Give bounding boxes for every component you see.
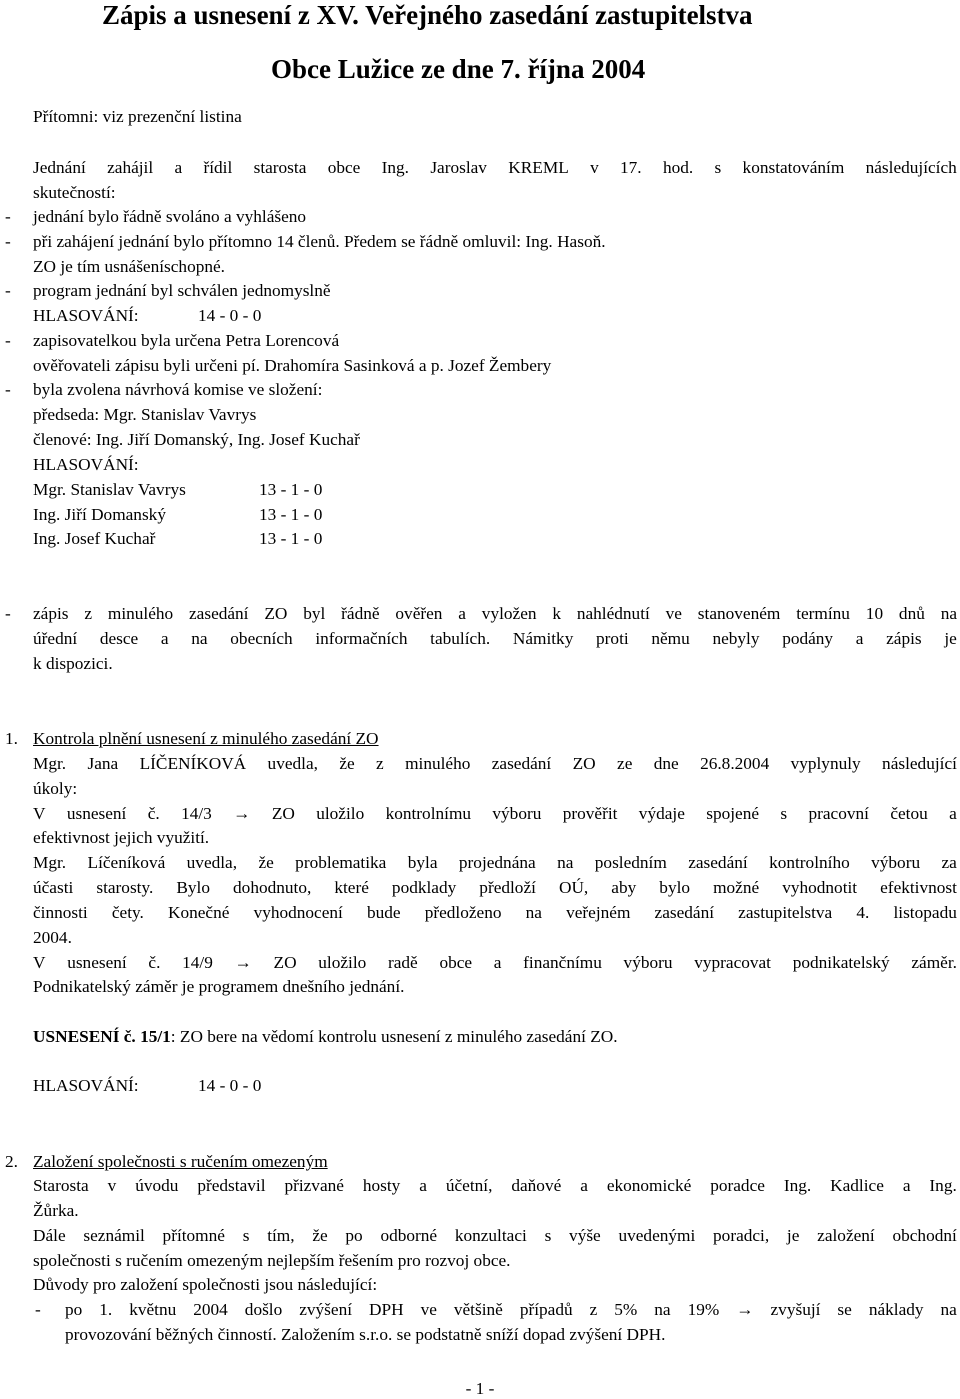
word: na [940,604,957,623]
attendance: Přítomni: viz prezenční listina [33,107,242,126]
word: minulého [405,754,471,773]
word: že [339,754,355,773]
word: hosty [362,1176,401,1195]
word: je [786,1226,800,1245]
word: bude [366,903,401,922]
word: předloženo [424,903,502,922]
word: že [312,1226,328,1245]
word: OÚ, [558,878,589,897]
word: čety. [111,903,144,922]
word: ekonomické [606,1176,692,1195]
word: ze [617,754,633,773]
word: usnesení [66,804,127,823]
word: obce [439,953,473,972]
prev-minutes-line-1 [33,605,957,622]
word: došlo [244,1300,283,1319]
word: tím, [267,1226,295,1245]
commission-vote-label: HLASOVÁNÍ: [33,455,139,474]
s2-p2-line-1 [33,1227,957,1244]
word: ve [665,604,682,623]
word: v [107,1176,117,1195]
word: za [941,853,957,872]
word: že [258,853,274,872]
s1-p2-line-1 [33,805,957,822]
prev-minutes-line-3: k dispozici. [33,654,113,673]
word: s [242,1226,250,1245]
word: na [654,1300,671,1319]
word: desce [99,629,139,648]
word: → [736,1300,754,1319]
word: zvyšují [770,1300,821,1319]
bullet-dash: - [5,281,11,300]
word: na [191,629,208,648]
word: Bylo [176,878,210,897]
s2-p3: Důvody pro založení společnosti jsou následující: [33,1275,378,1294]
word: vyhodnocení [253,903,343,922]
word: kontrolnímu [385,804,472,823]
word: výboru [492,804,542,823]
word: ve [420,1300,437,1319]
s1-p4-line-1 [33,954,957,971]
s2-p2-line-2: společnosti s ručením omezeným nejlepším řešením pro rozvoj obce. [33,1251,511,1270]
vote-name: Mgr. Stanislav Vavrys [33,480,186,499]
word: s [714,158,722,177]
word: Starosta [33,1176,89,1195]
word: daňové [511,1176,562,1195]
intro-line-1 [33,159,957,176]
word: uvedla, [186,853,238,872]
word: konzultaci [454,1226,527,1245]
word: zvýšení [299,1300,353,1319]
word: Líčeníková [87,853,166,872]
word: následujících [865,158,957,177]
word: Jednání [33,158,86,177]
word: obchodní [892,1226,957,1245]
vote-result: 13 - 1 - 0 [259,529,323,548]
word: Mgr. [33,754,67,773]
word: DPH [369,1300,404,1319]
word: poradce [710,1176,765,1195]
word: je [944,629,957,648]
word: 14/9 [182,953,213,972]
word: hod. [662,158,694,177]
word: účetní, [445,1176,493,1195]
s2-p1-line-2: Žůrka. [33,1201,79,1220]
bullet-dash: - [5,380,11,399]
vote-result: 13 - 1 - 0 [259,505,323,524]
word: listopadu [893,903,957,922]
word: byl [303,604,326,623]
word: uvedenými [618,1226,696,1245]
word: uvedla, [267,754,318,773]
bullet-dash: - [5,207,11,226]
word: a [902,1176,911,1195]
word: ověřen [395,604,443,623]
word: posledním [594,853,667,872]
word: vypracovat [694,953,771,972]
section-1-number: 1. [5,729,18,748]
section-2-number: 2. [5,1152,18,1171]
word: pracovní [808,804,869,823]
fact-4: zapisovatelkou byla určena Petra Lorencová [33,331,340,350]
bullet-dash: - [35,1300,41,1319]
word: efektivnost [880,878,957,897]
word: možné [713,878,760,897]
word: Dále [33,1226,66,1245]
word: založení [817,1226,875,1245]
vote-name: Ing. Josef Kuchař [33,529,156,548]
fact-3-vote-label: HLASOVÁNÍ: [33,306,139,325]
s1-p1-line-1 [33,755,957,772]
word: představil [197,1176,266,1195]
word: č. [148,953,161,972]
prev-minutes-line-2 [33,630,957,647]
word: Ing. [929,1176,957,1195]
page-number: - 1 - [465,1379,495,1398]
word: následující [882,754,957,773]
word: ZO [264,604,288,623]
word: spojené [706,804,760,823]
word: obce [327,158,361,177]
word: k [552,604,561,623]
word: Konečné [168,903,230,922]
s1-vote: 14 - 0 - 0 [198,1076,262,1095]
word: radě [387,953,418,972]
word: němu [651,629,690,648]
word: projednána [458,853,536,872]
fact-3-vote: 14 - 0 - 0 [198,306,262,325]
word: ZO [273,953,297,972]
word: nahlédnutí [576,604,650,623]
word: v [590,158,599,177]
word: účasti [33,878,74,897]
word: finančnímu [523,953,602,972]
word: starosty. [96,878,154,897]
s2-bullet-line-2: provozování běžných činností. Založením s.r.o. se podstatně sníží dopad zvýšení DPH. [65,1325,666,1344]
word: a [174,158,183,177]
word: po [65,1300,83,1319]
word: byla [407,853,438,872]
fact-2: při zahájení jednání bylo přítomno 14 členů. Předem se řádně omluvil: Ing. Hasoň. [33,232,606,251]
word: tabulích. [430,629,491,648]
word: podány [782,629,834,648]
word: konstatováním [742,158,845,177]
word: četou [890,804,928,823]
word: zasedání [491,754,552,773]
word: 5% [614,1300,638,1319]
word: č. [147,804,160,823]
word: většině [453,1300,503,1319]
fact-4b: ověřovateli zápisu byli určeni pí. Drahomíra Sasinková a p. Jozef Žembery [33,356,552,375]
word: vyložen [481,604,537,623]
word: s [780,804,788,823]
word: seznámil [83,1226,145,1245]
word: podklady [391,878,457,897]
word: z [589,1300,598,1319]
word: a [580,1176,588,1195]
s1-p2-line-2: efektivnost jejich využití. [33,828,210,847]
fact-1: jednání bylo řádně svoláno a vyhlášeno [33,207,307,226]
word: aby [611,878,637,897]
word: 17. [620,158,642,177]
word: případů [519,1300,573,1319]
word: výboru [623,953,673,972]
word: náklady [868,1300,924,1319]
word: výše [569,1226,601,1245]
section-1-heading: Kontrola plnění usnesení z minulého zasedání ZO [33,729,379,748]
word: minulého [107,604,174,623]
word: dohodnuto, [233,878,312,897]
s1-vote-label: HLASOVÁNÍ: [33,1076,139,1095]
word: Kadlice [830,1176,884,1195]
s1-p1-line-2: úkoly: [33,779,78,798]
resolution-label: USNESENÍ č. 15/1 [33,1027,171,1046]
word: které [334,878,369,897]
word: na [940,1300,957,1319]
word: vyplynuly [790,754,861,773]
word: z [376,754,384,773]
s1-p3-line-2 [33,879,957,896]
s2-bullet-line-1 [65,1301,957,1318]
word: podnikatelský [792,953,890,972]
s1-p3-line-3 [33,904,957,921]
word: starosta [253,158,307,177]
word: Ing. [381,158,409,177]
word: a [160,629,169,648]
word: nebyly [712,629,760,648]
word: dne [653,754,679,773]
word: kontrolního [769,853,850,872]
s1-p3-line-1 [33,854,957,871]
word: stanoveném [697,604,781,623]
word: Mgr. [33,853,67,872]
word: termínu [796,604,850,623]
intro-line-2: skutečností: [33,183,116,202]
title-line-2: Obce Lužice ze dne 7. října 2004 [271,54,646,84]
word: uložilo [316,804,365,823]
word: → [234,953,252,972]
word: Jana [87,754,119,773]
word: bylo [659,878,691,897]
fact-5: byla zvolena návrhová komise ve složení: [33,380,323,399]
s1-p3-line-4: 2004. [33,928,72,947]
word: zasedání [688,853,748,872]
word: s [544,1226,552,1245]
word: prověřit [562,804,618,823]
word: úvodu [135,1176,179,1195]
word: 19% [687,1300,720,1319]
word: výboru [871,853,921,872]
word: proti [596,629,629,648]
resolution-15-1 [33,1028,618,1045]
word: Jaroslav [430,158,487,177]
word: a [419,1176,427,1195]
word: přítomné [162,1226,225,1245]
word: ZO [271,804,295,823]
word: řádně [341,604,380,623]
section-2-heading: Založení společnosti s ručením omezeným [33,1152,328,1171]
fact-2b: ZO je tím usnášeníschopné. [33,257,225,276]
title-line-1: Zápis a usnesení z XV. Veřejného zasedání zastupitelstva [102,0,753,30]
word: 14/3 [181,804,212,823]
word: předloží [479,878,536,897]
word: V [33,804,46,823]
word: zastupitelstva [738,903,833,922]
word: problematika [295,853,387,872]
word: ZO [572,754,596,773]
commission-chair: předseda: Mgr. Stanislav Vavrys [33,405,257,424]
word: na [557,853,574,872]
word: zasedání [654,903,715,922]
s1-p4-line-2: Podnikatelský záměr je programem dnešního jednání. [33,977,405,996]
word: činnosti [33,903,88,922]
word: odborné [380,1226,438,1245]
bullet-dash: - [5,232,11,251]
word: poradci, [713,1226,770,1245]
word: obecních [230,629,293,648]
resolution-text: : ZO bere na vědomí kontrolu usnesení z minulého zasedání ZO. [170,1027,618,1046]
vote-name: Ing. Jiří Domanský [33,505,166,524]
word: zahájil [107,158,154,177]
vote-result: 13 - 1 - 0 [259,480,323,499]
fact-3: program jednání byl schválen jednomyslně [33,281,331,300]
word: úřední [33,629,78,648]
word: LÍČENÍKOVÁ [139,754,247,773]
word: a [855,629,864,648]
word: záměr. [911,953,957,972]
commission-members: členové: Ing. Jiří Domanský, Ing. Josef Kuchař [33,430,360,449]
bullet-dash: - [5,604,11,623]
word: 1. [99,1300,113,1319]
word: 10 [865,604,884,623]
word: se [837,1300,852,1319]
word: → [233,804,251,823]
word: Ing. [783,1176,812,1195]
word: 4. [856,903,870,922]
word: a [458,604,466,623]
word: KREML [508,158,569,177]
word: a [949,804,957,823]
word: 2004 [193,1300,228,1319]
word: Námitky [512,629,574,648]
word: květnu [129,1300,177,1319]
word: uložilo [318,953,367,972]
word: zápis [886,629,922,648]
word: V [33,953,46,972]
word: přizvané [284,1176,344,1195]
word: z [84,604,93,623]
word: dnů [898,604,925,623]
word: po [345,1226,363,1245]
bullet-dash: - [5,331,11,350]
word: informačních [315,629,408,648]
word: veřejném [566,903,631,922]
word: vyhodnotit [782,878,858,897]
word: zápis [33,604,69,623]
word: řídil [203,158,233,177]
word: výdaje [638,804,685,823]
word: a [493,953,502,972]
word: usnesení [67,953,127,972]
word: zasedání [189,604,249,623]
s2-p1-line-1 [33,1177,957,1194]
word: 26.8.2004 [700,754,770,773]
word: na [525,903,542,922]
